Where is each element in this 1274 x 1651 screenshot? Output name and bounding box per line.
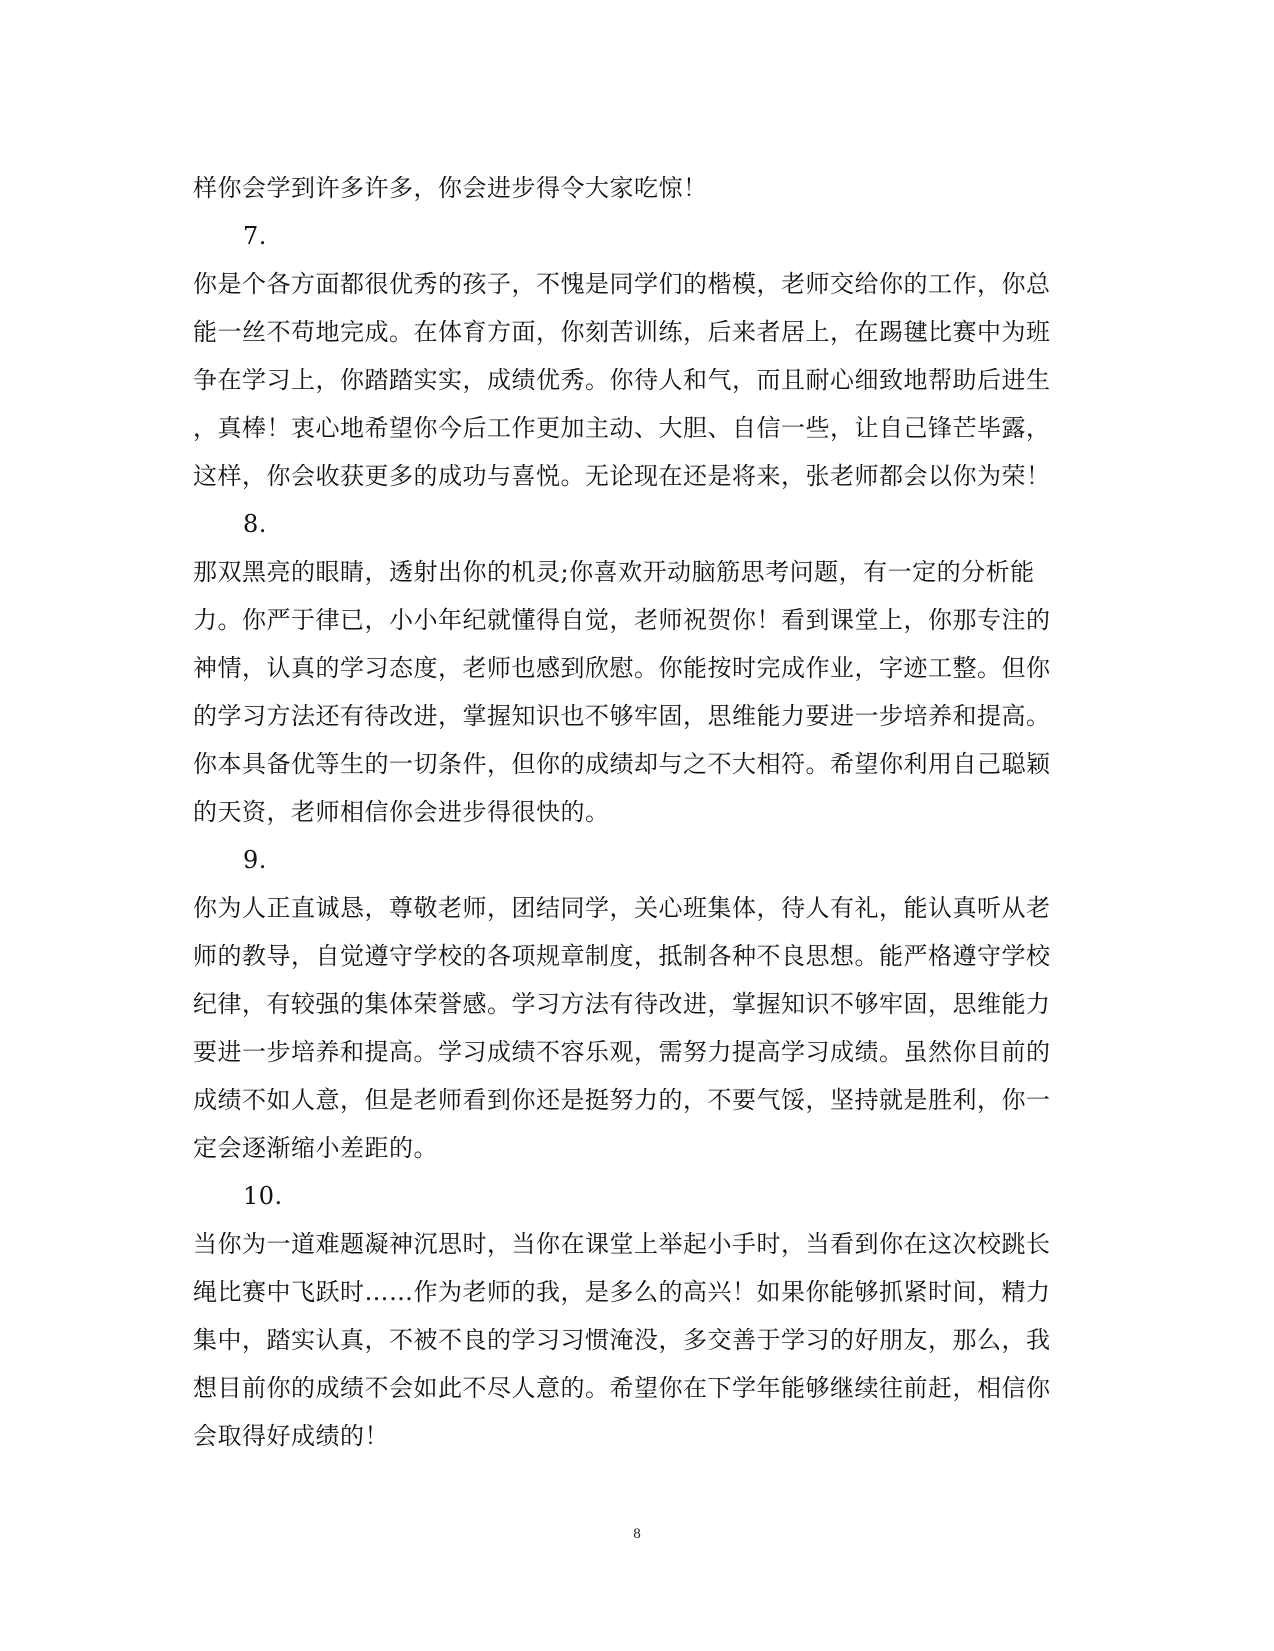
text-line: 这样，你会收获更多的成功与喜悦。无论现在还是将来，张老师都会以你为荣！ bbox=[193, 462, 1051, 490]
text-line: 绳比赛中飞跃时……作为老师的我，是多么的高兴！如果你能够抓紧时间，精力 bbox=[193, 1278, 1051, 1306]
text-line: 成绩不如人意，但是老师看到你还是挺努力的，不要气馁，坚持就是胜利，你一 bbox=[193, 1086, 1051, 1114]
text-line: 的学习方法还有待改进，掌握知识也不够牢固，思维能力要进一步培养和提高。 bbox=[193, 702, 1051, 730]
text-line: 集中，踏实认真，不被不良的学习习惯淹没，多交善于学习的好朋友，那么，我 bbox=[193, 1326, 1051, 1354]
item-number: 9. bbox=[243, 846, 267, 874]
text-line: ，真棒！衷心地希望你今后工作更加主动、大胆、自信一些，让自己锋芒毕露， bbox=[193, 414, 1051, 442]
page-number: 8 bbox=[633, 1526, 641, 1542]
document-body bbox=[193, 164, 1073, 1460]
text-line: 想目前你的成绩不会如此不尽人意的。希望你在下学年能够继续往前赶，相信你 bbox=[193, 1374, 1051, 1402]
item-number: 10. bbox=[243, 1182, 283, 1210]
text-line: 你本具备优等生的一切条件，但你的成绩却与之不大相符。希望你利用自己聪颖 bbox=[193, 750, 1051, 778]
text-line: 那双黑亮的眼睛，透射出你的机灵;你喜欢开动脑筋思考问题，有一定的分析能 bbox=[193, 558, 1035, 586]
text-line: 会取得好成绩的！ bbox=[193, 1422, 389, 1450]
text-line: 定会逐渐缩小差距的。 bbox=[193, 1134, 438, 1162]
text-line: 师的教导，自觉遵守学校的各项规章制度，抵制各种不良思想。能严格遵守学校 bbox=[193, 942, 1051, 970]
text-line: 你为人正直诚恳，尊敬老师，团结同学，关心班集体，待人有礼，能认真听从老 bbox=[193, 894, 1051, 922]
item-number: 8. bbox=[243, 510, 267, 538]
text-line: 纪律，有较强的集体荣誉感。学习方法有待改进，掌握知识不够牢固，思维能力 bbox=[193, 990, 1051, 1018]
text-line: 神情，认真的学习态度，老师也感到欣慰。你能按时完成作业，字迹工整。但你 bbox=[193, 654, 1051, 682]
text-line: 能一丝不苟地完成。在体育方面，你刻苦训练，后来者居上，在踢毽比赛中为班 bbox=[193, 318, 1051, 346]
text-line: 要进一步培养和提高。学习成绩不容乐观，需努力提高学习成绩。虽然你目前的 bbox=[193, 1038, 1051, 1066]
text-line: 力。你严于律已，小小年纪就懂得自觉，老师祝贺你！看到课堂上，你那专注的 bbox=[193, 606, 1051, 634]
item-number: 7. bbox=[243, 222, 267, 250]
text-line: 样你会学到许多许多，你会进步得令大家吃惊！ bbox=[193, 174, 708, 202]
text-line: 当你为一道难题凝神沉思时，当你在课堂上举起小手时，当看到你在这次校跳长 bbox=[193, 1230, 1051, 1258]
text-line: 的天资，老师相信你会进步得很快的。 bbox=[193, 798, 610, 826]
text-line: 争在学习上，你踏踏实实，成绩优秀。你待人和气，而且耐心细致地帮助后进生 bbox=[193, 366, 1051, 394]
text-line: 你是个各方面都很优秀的孩子，不愧是同学们的楷模，老师交给你的工作，你总 bbox=[193, 270, 1051, 298]
